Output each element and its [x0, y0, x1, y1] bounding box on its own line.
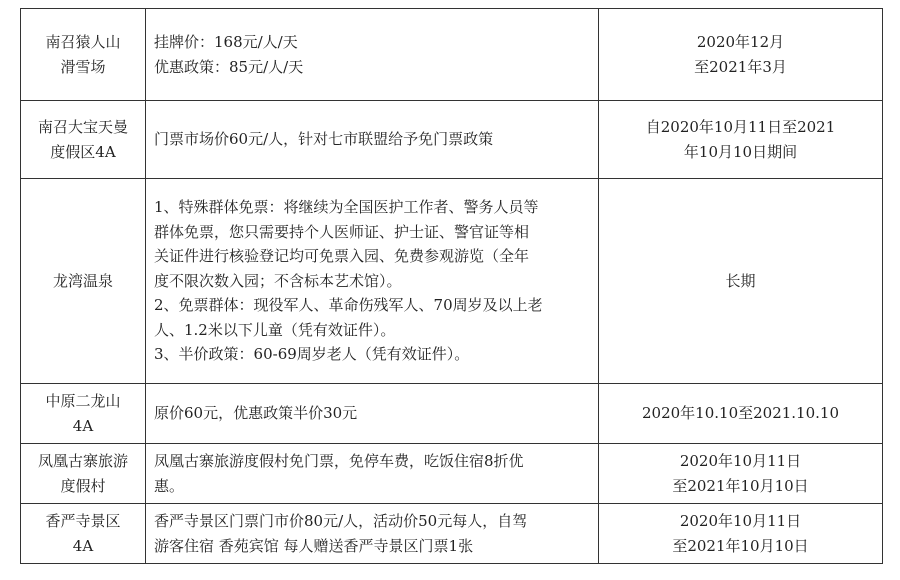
table-row	[21, 504, 883, 564]
period-line: 自2020年10月11日至2021	[645, 118, 836, 136]
scenic-name-line: 香严寺景区	[45, 512, 121, 530]
policy-line: 2、免票群体：现役军人、革命伤残军人、70周岁及以上老	[154, 296, 543, 315]
scenic-name-line: 龙湾温泉	[52, 271, 113, 290]
period-line: 长期	[725, 271, 756, 290]
scenic-name-cell	[21, 9, 146, 101]
period-line: 2020年10.10至2021.10.10	[642, 404, 839, 423]
table-row	[21, 444, 883, 504]
policy-line: 度不限次数入园；不含标本艺术馆）。	[154, 271, 402, 290]
policy-cell	[146, 504, 599, 564]
scenic-name-line: 中原二龙山	[45, 392, 121, 410]
policy-line: 群体免票，您只需要持个人医师证、护士证、警官证等相	[154, 222, 530, 241]
policy-line: 人、1.2米以下儿童（凭有效证件）。	[154, 320, 396, 339]
period-cell	[599, 101, 883, 179]
scenic-name-line: 凤凰古寨旅游	[37, 452, 128, 470]
period-line: 至2021年3月	[694, 57, 787, 76]
period-line: 2020年10月11日	[679, 512, 802, 530]
policy-line: 3、半价政策：60-69周岁老人（凭有效证件）。	[154, 345, 470, 364]
scenic-name-cell	[21, 384, 146, 444]
scenic-name-line: 度假区4A	[50, 142, 116, 161]
policy-line: 优惠政策：85元/人/天	[154, 57, 304, 76]
policy-cell	[146, 444, 599, 504]
policy-line: 挂牌价：168元/人/天	[154, 33, 298, 51]
table-row	[21, 384, 883, 444]
policy-line: 惠。	[154, 476, 185, 495]
policy-cell	[146, 179, 599, 384]
period-cell	[599, 179, 883, 384]
scenic-name-cell	[21, 179, 146, 384]
table-row	[21, 101, 883, 179]
period-line: 年10月10日期间	[683, 142, 798, 161]
period-cell	[599, 9, 883, 101]
period-line: 至2021年10月10日	[672, 536, 809, 555]
period-line: 2020年12月	[696, 33, 785, 51]
scenic-name-line: 滑雪场	[60, 57, 106, 76]
policy-cell	[146, 384, 599, 444]
policy-line: 原价60元，优惠政策半价30元	[154, 404, 358, 423]
period-cell	[599, 504, 883, 564]
scenic-policy-table	[20, 8, 883, 564]
table-row	[21, 9, 883, 101]
scenic-name-cell	[21, 504, 146, 564]
policy-line: 关证件进行核验登记均可免票入园、免费参观游览（全年	[154, 247, 530, 266]
policy-line: 凤凰古寨旅游度假村免门票，免停车费，吃饭住宿8折优	[154, 452, 524, 470]
scenic-name-cell	[21, 101, 146, 179]
scenic-name-line: 南召大宝天曼	[37, 118, 128, 136]
policy-line: 香严寺景区门票门市价80元/人，活动价50元每人，自驾	[154, 512, 528, 530]
policy-cell	[146, 101, 599, 179]
period-line: 2020年10月11日	[679, 452, 802, 470]
table-row	[21, 179, 883, 384]
scenic-name-line: 南召猿人山	[45, 33, 121, 51]
scenic-name-line: 4A	[72, 536, 94, 555]
period-cell	[599, 444, 883, 504]
policy-line: 门票市场价60元/人，针对七市联盟给予免门票政策	[154, 130, 494, 149]
policy-line: 游客住宿 香苑宾馆 每人赠送香严寺景区门票1张	[154, 536, 474, 555]
scenic-name-cell	[21, 444, 146, 504]
policy-line: 1、特殊群体免票：将继续为全国医护工作者、警务人员等	[154, 198, 539, 217]
period-cell	[599, 384, 883, 444]
scenic-name-line: 4A	[72, 416, 94, 435]
scenic-name-line: 度假村	[60, 476, 106, 495]
period-line: 至2021年10月10日	[672, 476, 809, 495]
policy-cell	[146, 9, 599, 101]
